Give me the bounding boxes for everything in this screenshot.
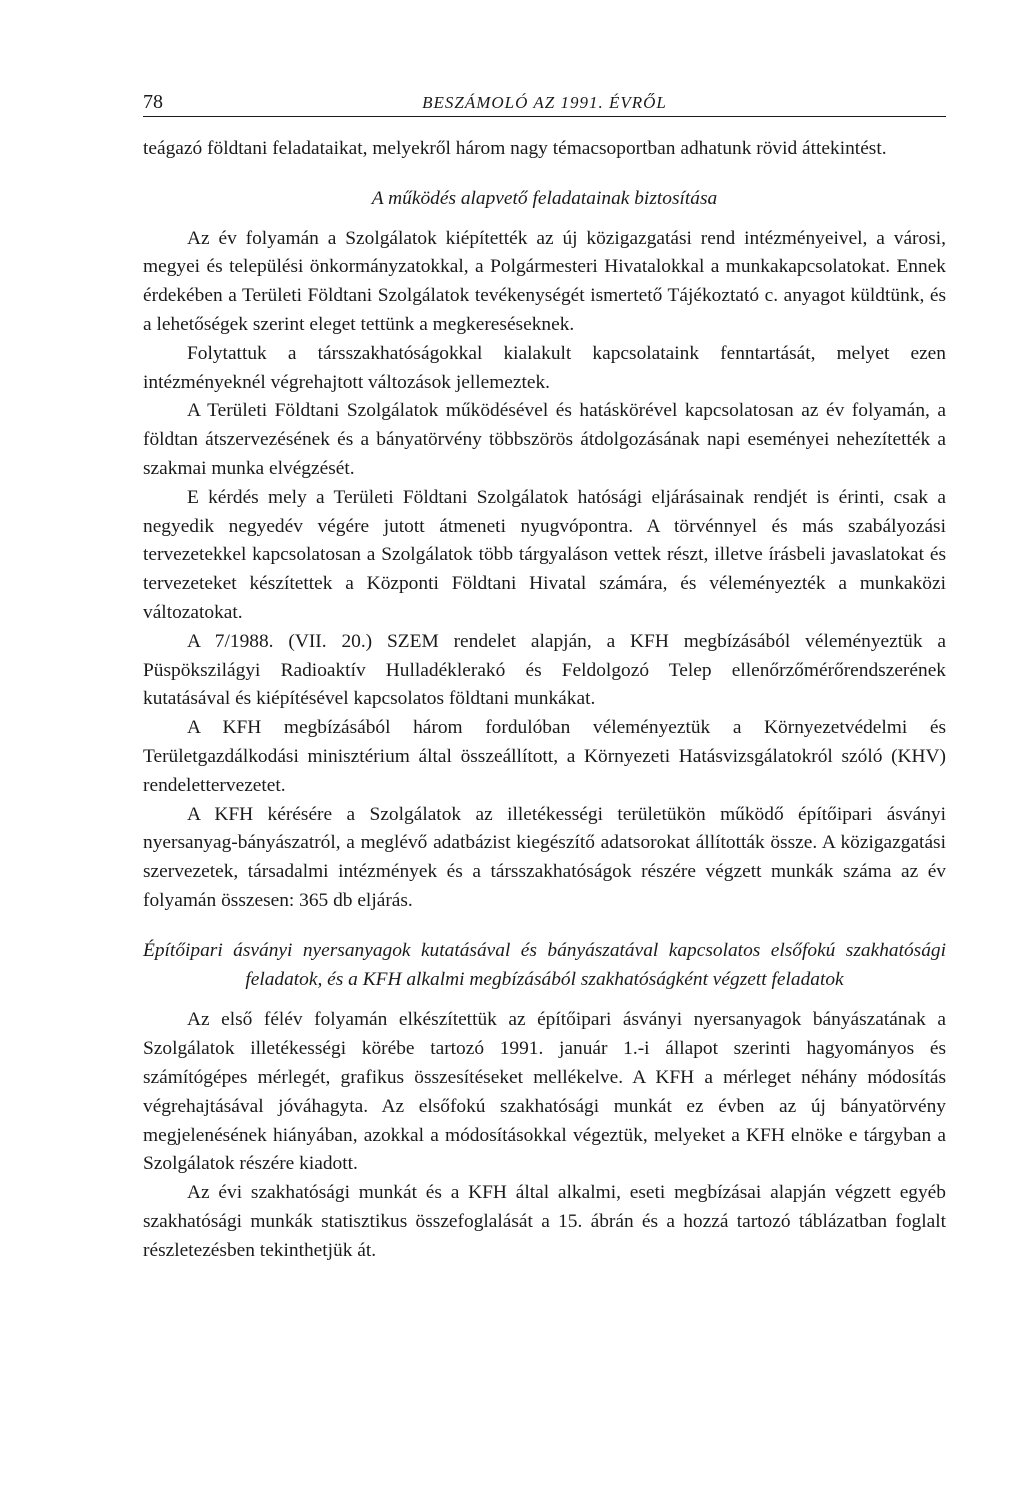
paragraph: Az év folyamán a Szolgálatok kiépítették az új közigazgatási rend intézményeivel, a városi, megyei és települési önkormányzatokkal, a Polgármesteri Hivatalokkal a munkakapcsolatokat. Ennek érdekében a Területi Földtani Szolgálatok tevékenységét ismertető Tájékoztató c. anyagot küldtünk, és a lehetőségek szerint eleget tettünk a megkereséseknek. xyxy=(143,227,946,335)
intro-paragraph: teágazó földtani feladataikat, melyekről három nagy témacsoportban adhatunk rövid áttekintést. xyxy=(143,138,887,159)
paragraph: A 7/1988. (VII. 20.) SZEM rendelet alapján, a KFH megbízásából véleményeztük a Püspökszilágyi Radioaktív Hulladéklerakó és Feldolgozó Telep ellenőrzőmérőrendszerének kutatásával és kiépítésével kapcsolatos földtani munkákat. xyxy=(143,630,946,710)
running-title: BESZÁMOLÓ AZ 1991. ÉVRŐL xyxy=(422,93,667,112)
paragraph: A Területi Földtani Szolgálatok működésével és hatáskörével kapcsolatosan az év folyamán, a földtan átszervezésének és a bányatörvény többszörös átdolgozásának napi eseményei nehezítették a szakmai munka elvégzését. xyxy=(143,400,946,479)
paragraph: E kérdés mely a Területi Földtani Szolgálatok hatósági eljárásainak rendjét is érinti, csak a negyedik negyedév végére jutott átmeneti nyugvópontra. A törvénnyel és más szabályozási tervezetekkel kapcsolatosan a Szolgálatok több tárgyaláson vettek részt, illetve írásbeli javaslatokat és tervezeteket készítettek a Központi Földtani Hivatal számára, és véleményezték a munkaközi változatokat. xyxy=(143,486,946,623)
paragraph: A KFH kérésére a Szolgálatok az illetékességi területükön működő építőipari ásványi nyersanyag-bányászatról, a meglévő adatbázist kiegészítő adatsorokat állították össze. A közigazgatási szervezetek, társadalmi intézmények és a társszakhatóságok részére végzett munkák száma az év folyamán összesen: 365 db eljárás. xyxy=(143,803,946,911)
paragraph: Az első félév folyamán elkészítettük az építőipari ásványi nyersanyagok bányászatának a Szolgálatok illetékességi körébe tartozó 1991. január 1.-i állapot szerinti hagyományos és számítógépes mérlegét, grafikus összesítéseket mellékelve. A KFH a mérleget néhány módosítás végrehajtásával jóváhagyta. Az elsőfokú szakhatósági munkát ez évben az új bányatörvény megjelenésének hiányában, azokkal a módosításokkal végeztük, melyeket a KFH elnöke e tárgyban a Szolgálatok részére kiadott. xyxy=(143,1009,946,1175)
section-heading-1: A működés alapvető feladatainak biztosítása xyxy=(371,187,718,209)
paragraph: A KFH megbízásából három fordulóban véleményeztük a Környezetvédelmi és Területgazdálkodási minisztérium által összeállított, a Környezeti Hatásvizsgálatokról szóló (KHV) rendelettervezetet. xyxy=(143,717,946,796)
page-header xyxy=(143,90,946,117)
page-body xyxy=(143,135,946,1265)
page-number: 78 xyxy=(143,91,163,113)
paragraph: Az évi szakhatósági munkát és a KFH által alkalmi, eseti megbízásai alapján végzett egyéb szakhatósági munkák statisztikus összefoglalását a 15. ábrán és a hozzá tartozó táblázatban foglalt részletezésben tekinthetjük át. xyxy=(143,1182,946,1261)
section-heading-2: Építőipari ásványi nyersanyagok kutatásával és bányászatával kapcsolatos elsőfokú szakhatósági feladatok, és a KFH alkalmi megbízásából szakhatóságként végzett feladatok xyxy=(143,939,946,990)
paragraph: Folytattuk a társszakhatóságokkal kialakult kapcsolataink fenntartását, melyet ezen intézményeknél végrehajtott változások jellemeztek. xyxy=(143,342,946,393)
